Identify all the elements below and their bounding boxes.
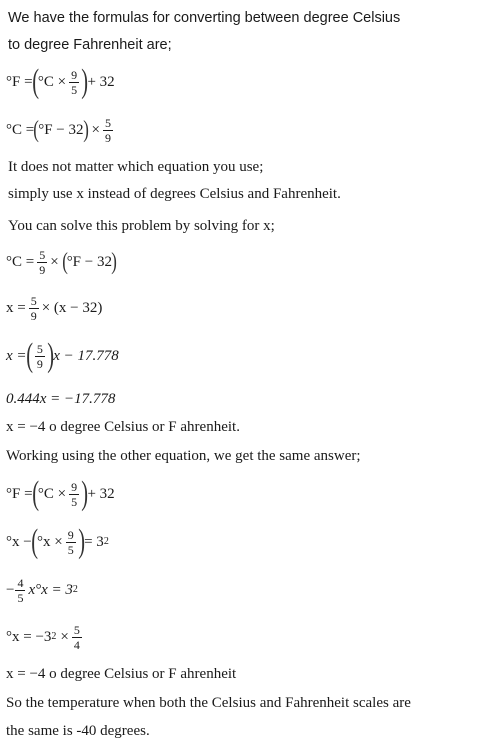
text-line-3: You can solve this problem by solving for x; (8, 218, 275, 234)
text-line-2: simply use x instead of degrees Celsius and Fahrenheit. (8, 186, 341, 202)
equation-c-from-f (6, 112, 116, 148)
intro-line-1: We have the formulas for converting between degree Celsius (8, 10, 401, 26)
eq11-times: × (60, 628, 69, 645)
eq11-den: 4 (73, 637, 80, 652)
eq8-left-paren: ( (31, 475, 39, 512)
eq9-right-paren: ) (78, 523, 85, 560)
eq5-left-paren: ( (25, 337, 33, 374)
eq9-inner: °x × (37, 533, 63, 550)
eq10-fraction (15, 577, 25, 604)
eq3-num: 5 (39, 247, 46, 262)
eq4-num: 5 (30, 293, 37, 308)
eq5-num: 5 (36, 341, 43, 356)
eq10-den: 5 (17, 590, 24, 605)
equation-x-step-1: °x − ( °x × $\frac{9}{5}$ ) = 3 2 (6, 523, 109, 560)
equation-f-from-c-again (6, 476, 115, 512)
eq2-den: 9 (105, 130, 111, 145)
eq10-minus: − (6, 581, 15, 598)
eq10-mid: x°x = 3 (28, 581, 73, 598)
eq5-rhs: x − 17.778 (53, 347, 119, 364)
eq8-inner: °C × (37, 485, 67, 502)
eq8-num: 9 (71, 479, 78, 494)
eq10-num: 4 (17, 575, 24, 590)
eq2-fraction (103, 117, 113, 144)
equation-x-step-2: − $\frac{4}{5}$ x°x = 3 2 (6, 575, 78, 605)
eq2-inner: °F − 32 (38, 121, 84, 138)
eq6-text: 0.444x = −17.778 (6, 391, 116, 407)
eq9-left-paren: ( (30, 523, 38, 560)
eq5-right-paren: ) (47, 337, 54, 374)
eq1-lhs: °F = (6, 73, 33, 90)
eq9-fraction (66, 529, 76, 556)
equation-f-from-c (6, 64, 115, 100)
eq4-rhs: × (x − 32) (41, 299, 103, 316)
eq2-left-paren: ( (33, 117, 40, 143)
eq3-lhs: °C = (6, 253, 35, 270)
eq8-lhs: °F = (6, 485, 33, 502)
equation-0444x (6, 389, 115, 409)
eq1-num: 9 (71, 67, 78, 82)
eq8-fraction (69, 481, 79, 508)
conclusion-line-2: the same is -40 degrees. (6, 723, 150, 739)
eq1-inner: °C × (37, 73, 67, 90)
result-line-2: x = −4 o degree Celsius or F ahrenheit (6, 666, 237, 682)
eq8-right-paren: ) (81, 475, 89, 512)
eq3-fraction (37, 249, 47, 276)
eq11-lhs: °x = −3 (6, 628, 52, 645)
eq3-left-paren: ( (61, 249, 68, 275)
conclusion-line-1: So the temperature when both the Celsius and Fahrenheit scales are (6, 695, 411, 711)
eq4-fraction (29, 295, 39, 322)
eq3-den: 9 (39, 262, 46, 277)
eq3-inner: °F − 32 (66, 253, 112, 270)
equation-x-step-3: °x = −3 2 × $\frac{5}{4}$ (6, 622, 80, 652)
eq1-fraction (69, 69, 79, 96)
eq2-lhs: °C = (6, 121, 35, 138)
eq9-rhs: = 3 (84, 533, 104, 550)
eq2-times: × (91, 121, 100, 138)
eq8-rhs: + 32 (87, 485, 115, 502)
text-line-4: Working using the other equation, we get the same answer; (6, 448, 361, 464)
eq4-lhs: x = (6, 299, 26, 316)
eq2-right-paren: ) (82, 117, 89, 143)
eq9-lhs: °x − (6, 533, 32, 550)
eq8-den: 5 (71, 494, 78, 509)
eq2-num: 5 (105, 115, 111, 130)
text-line-1: It does not matter which equation you use; (8, 159, 264, 175)
eq5-fraction (35, 343, 45, 370)
eq11-num: 5 (73, 622, 80, 637)
eq3-times: × (50, 253, 59, 270)
eq5-lhs: x = (6, 347, 27, 364)
eq3-right-paren: ) (111, 249, 117, 275)
eq4-den: 9 (30, 308, 37, 323)
eq5-den: 9 (36, 356, 43, 371)
eq1-right-paren: ) (81, 63, 89, 100)
equation-x-substituted (6, 290, 102, 326)
eq1-rhs: + 32 (87, 73, 115, 90)
equation-x-expanded (6, 336, 119, 376)
intro-line-2: to degree Fahrenheit are; (8, 37, 172, 53)
equation-c-rearranged (6, 244, 116, 280)
result-line-1: x = −4 o degree Celsius or F ahrenheit. (6, 419, 240, 435)
eq9-den: 5 (67, 542, 74, 557)
eq1-left-paren: ( (31, 63, 39, 100)
eq11-fraction (72, 624, 82, 651)
eq1-den: 5 (71, 82, 78, 97)
eq9-num: 9 (67, 527, 74, 542)
